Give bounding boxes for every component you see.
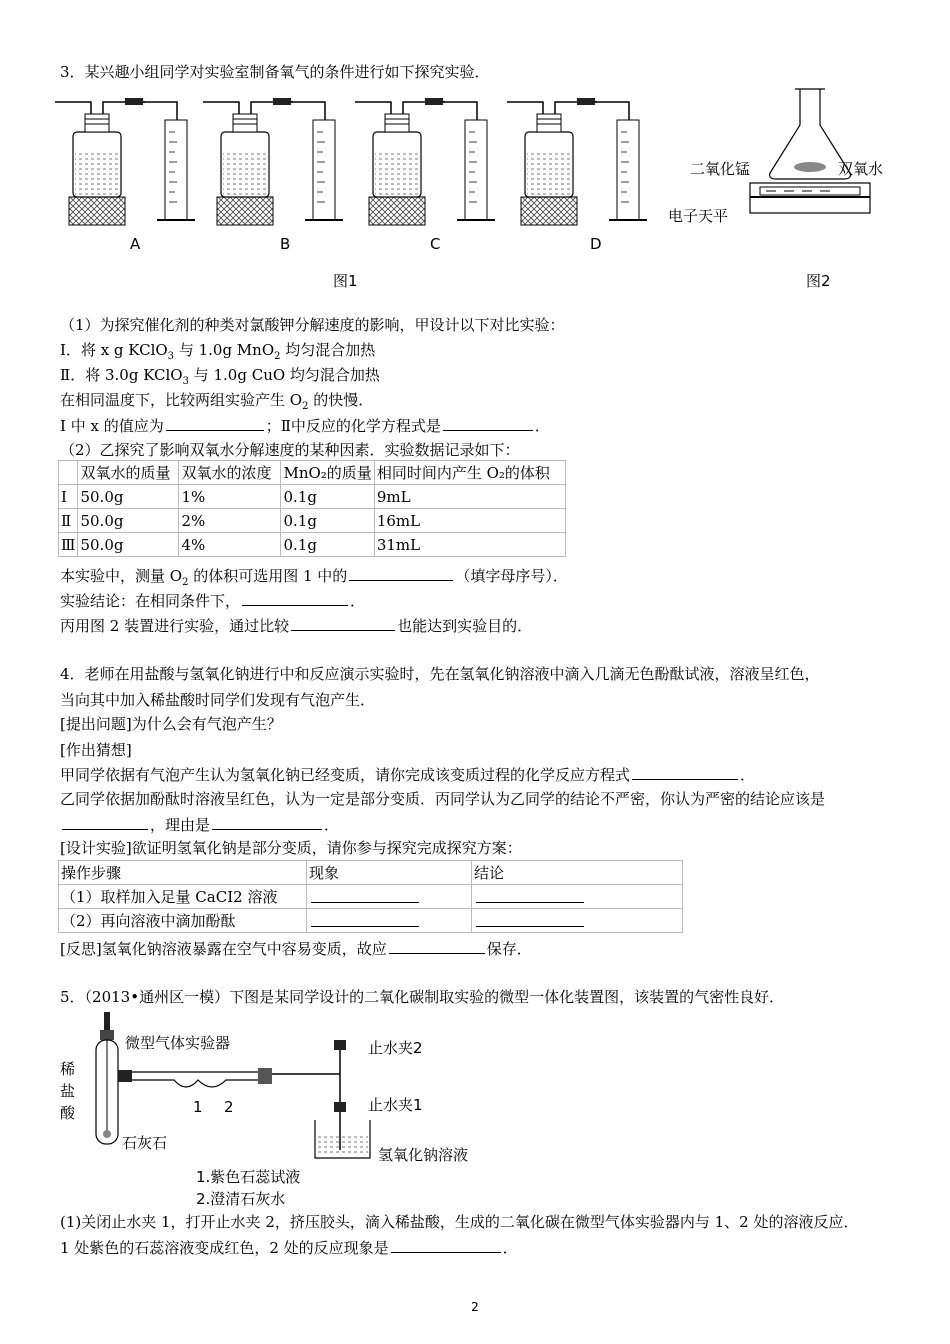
answer-blank[interactable]	[166, 415, 264, 431]
q3-part1-compare: 在相同温度下，比较两组实验产生 $O_2$ 的快慢．	[60, 391, 374, 412]
q4-design: [设计实验]欲证明氢氧化钠是部分变质，请你参与探究完成探究方案：	[60, 839, 522, 857]
q3-part1-exp1: Ⅰ．将 x g KClO$_3$ 与 1.0g MnO$_2$ 均匀混合加热	[60, 341, 376, 362]
table-row: （1）取样加入足量 CaCI2 溶液	[59, 885, 683, 909]
answer-blank[interactable]	[443, 415, 533, 431]
answer-blank[interactable]	[391, 1237, 501, 1253]
answer-blank[interactable]	[242, 590, 348, 606]
label-limewater: 2.澄清石灰水	[196, 1190, 286, 1208]
label-position-2: 2	[224, 1098, 234, 1116]
table-row: Ⅰ 50.0g 1% 0.1g 9mL	[59, 485, 566, 509]
answer-blank[interactable]	[632, 764, 738, 780]
table-row: （2）再向溶液中滴加酚酞	[59, 909, 683, 933]
q4-reflect: [反思]氢氧化钠溶液暴露在空气中容易变质，故应 保存．	[60, 940, 532, 958]
q3-part1-question: I 中 x 的值应为 ；Ⅱ中反应的化学方程式是 ．	[60, 417, 550, 435]
q4-jia: 甲同学依据有气泡产生认为氢氧化钠已经变质，请你完成该变质过程的化学反应方程式 ．	[60, 766, 756, 784]
label-litmus: 1.紫色石蕊试液	[196, 1168, 301, 1186]
label-acid-1: 稀	[60, 1060, 76, 1078]
figure-1-apparatus	[55, 92, 655, 267]
q5-intro: 5．（2013•通州区一模）下图是某同学设计的二氧化碳制取实验的微型一体化装置图，该装置的气密性良好．	[60, 988, 785, 1006]
answer-blank[interactable]	[291, 615, 395, 631]
q3-part3: 丙用图 2 装置进行实验，通过比较 也能达到实验目的．	[60, 617, 533, 635]
q3-part2-lead: （2）乙探究了影响双氧水分解速度的某种因素．实验数据记录如下：	[60, 441, 520, 459]
table-row: Ⅲ 50.0g 4% 0.1g 31mL	[59, 533, 566, 557]
label-acid-2: 盐	[60, 1082, 76, 1100]
q4-raise-question: [提出问题]为什么会有气泡产生？	[60, 715, 282, 733]
fig2-label-balance: 电子天平	[668, 207, 729, 225]
answer-blank[interactable]	[311, 911, 419, 927]
label-acid-3: 酸	[60, 1104, 76, 1122]
fig1-caption: 图1	[333, 272, 358, 290]
q3-part1-lead: （1）为探究催化剂的种类对氯酸钾分解速度的影响，甲设计以下对比实验：	[60, 316, 565, 334]
answer-blank[interactable]	[212, 814, 322, 830]
fig2-label-mno2: 二氧化锰	[690, 160, 751, 178]
table-header-row: 双氧水的质量 双氧水的浓度 MnO₂的质量 相同时间内产生 O₂的体积	[59, 461, 566, 485]
label-limestone: 石灰石	[122, 1134, 168, 1152]
fig1-label-a: A	[130, 235, 141, 253]
answer-blank[interactable]	[389, 938, 485, 954]
label-device: 微型气体实验器	[125, 1034, 231, 1052]
label-clip-2: 止水夹2	[368, 1039, 423, 1057]
q5-part1-b: 1 处紫色的石蕊溶液变成红色，2 处的反应现象是 ．	[60, 1239, 518, 1257]
table-header-row: 操作步骤 现象 结论	[59, 861, 683, 885]
answer-blank[interactable]	[476, 911, 584, 927]
fig1-label-c: C	[430, 235, 441, 253]
q5-part1-a: (1)关闭止水夹 1，打开止水夹 2，挤压胶头，滴入稀盐酸，生成的二氧化碳在微型气体实验器内与 1、2 处的溶液反应．	[60, 1213, 859, 1231]
fig1-label-b: B	[280, 235, 291, 253]
q4-yi: 乙同学依据加酚酞时溶液呈红色，认为一定是部分变质．丙同学认为乙同学的结论不严密，你认为严密的结论应该是	[60, 790, 826, 808]
naoh-plan-table	[58, 860, 683, 933]
q4-intro-1: 4．老师在用盐酸与氢氧化钠进行中和反应演示实验时，先在氢氧化钠溶液中滴入几滴无色酚酞试液，溶液呈红色，	[60, 665, 820, 683]
fig1-label-d: D	[590, 235, 602, 253]
answer-blank[interactable]	[476, 887, 584, 903]
table-row: Ⅱ 50.0g 2% 0.1g 16mL	[59, 509, 566, 533]
label-clip-1: 止水夹1	[368, 1096, 423, 1114]
q4-reason: ，理由是 ．	[60, 814, 339, 835]
page-number: 2	[471, 1300, 479, 1314]
answer-blank[interactable]	[349, 565, 453, 581]
answer-blank[interactable]	[311, 887, 419, 903]
figure-2-flask-balance	[740, 85, 880, 225]
q3-part1-exp2: Ⅱ．将 3.0g KClO$_3$ 与 1.0g CuO 均匀混合加热	[60, 366, 380, 387]
label-position-1: 1	[193, 1098, 203, 1116]
q4-intro-2: 当向其中加入稀盐酸时同学们发现有气泡产生．	[60, 691, 376, 709]
h2o2-data-table	[58, 460, 566, 557]
answer-blank[interactable]	[62, 814, 148, 830]
q3-part2-conclusion: 实验结论：在相同条件下， ．	[60, 592, 366, 610]
q4-guess: [作出猜想]	[60, 741, 132, 759]
q3-part2-measure: 本实验中，测量 $O_2$ 的体积可选用图 1 中的 （填字母序号）．	[60, 567, 568, 588]
q3-intro: 3．某兴趣小组同学对实验室制备氧气的条件进行如下探究实验．	[60, 63, 490, 81]
label-naoh-solution: 氢氧化钠溶液	[378, 1146, 469, 1164]
fig2-label-h2o2: 双氧水	[838, 160, 884, 178]
fig2-caption: 图2	[806, 272, 831, 290]
